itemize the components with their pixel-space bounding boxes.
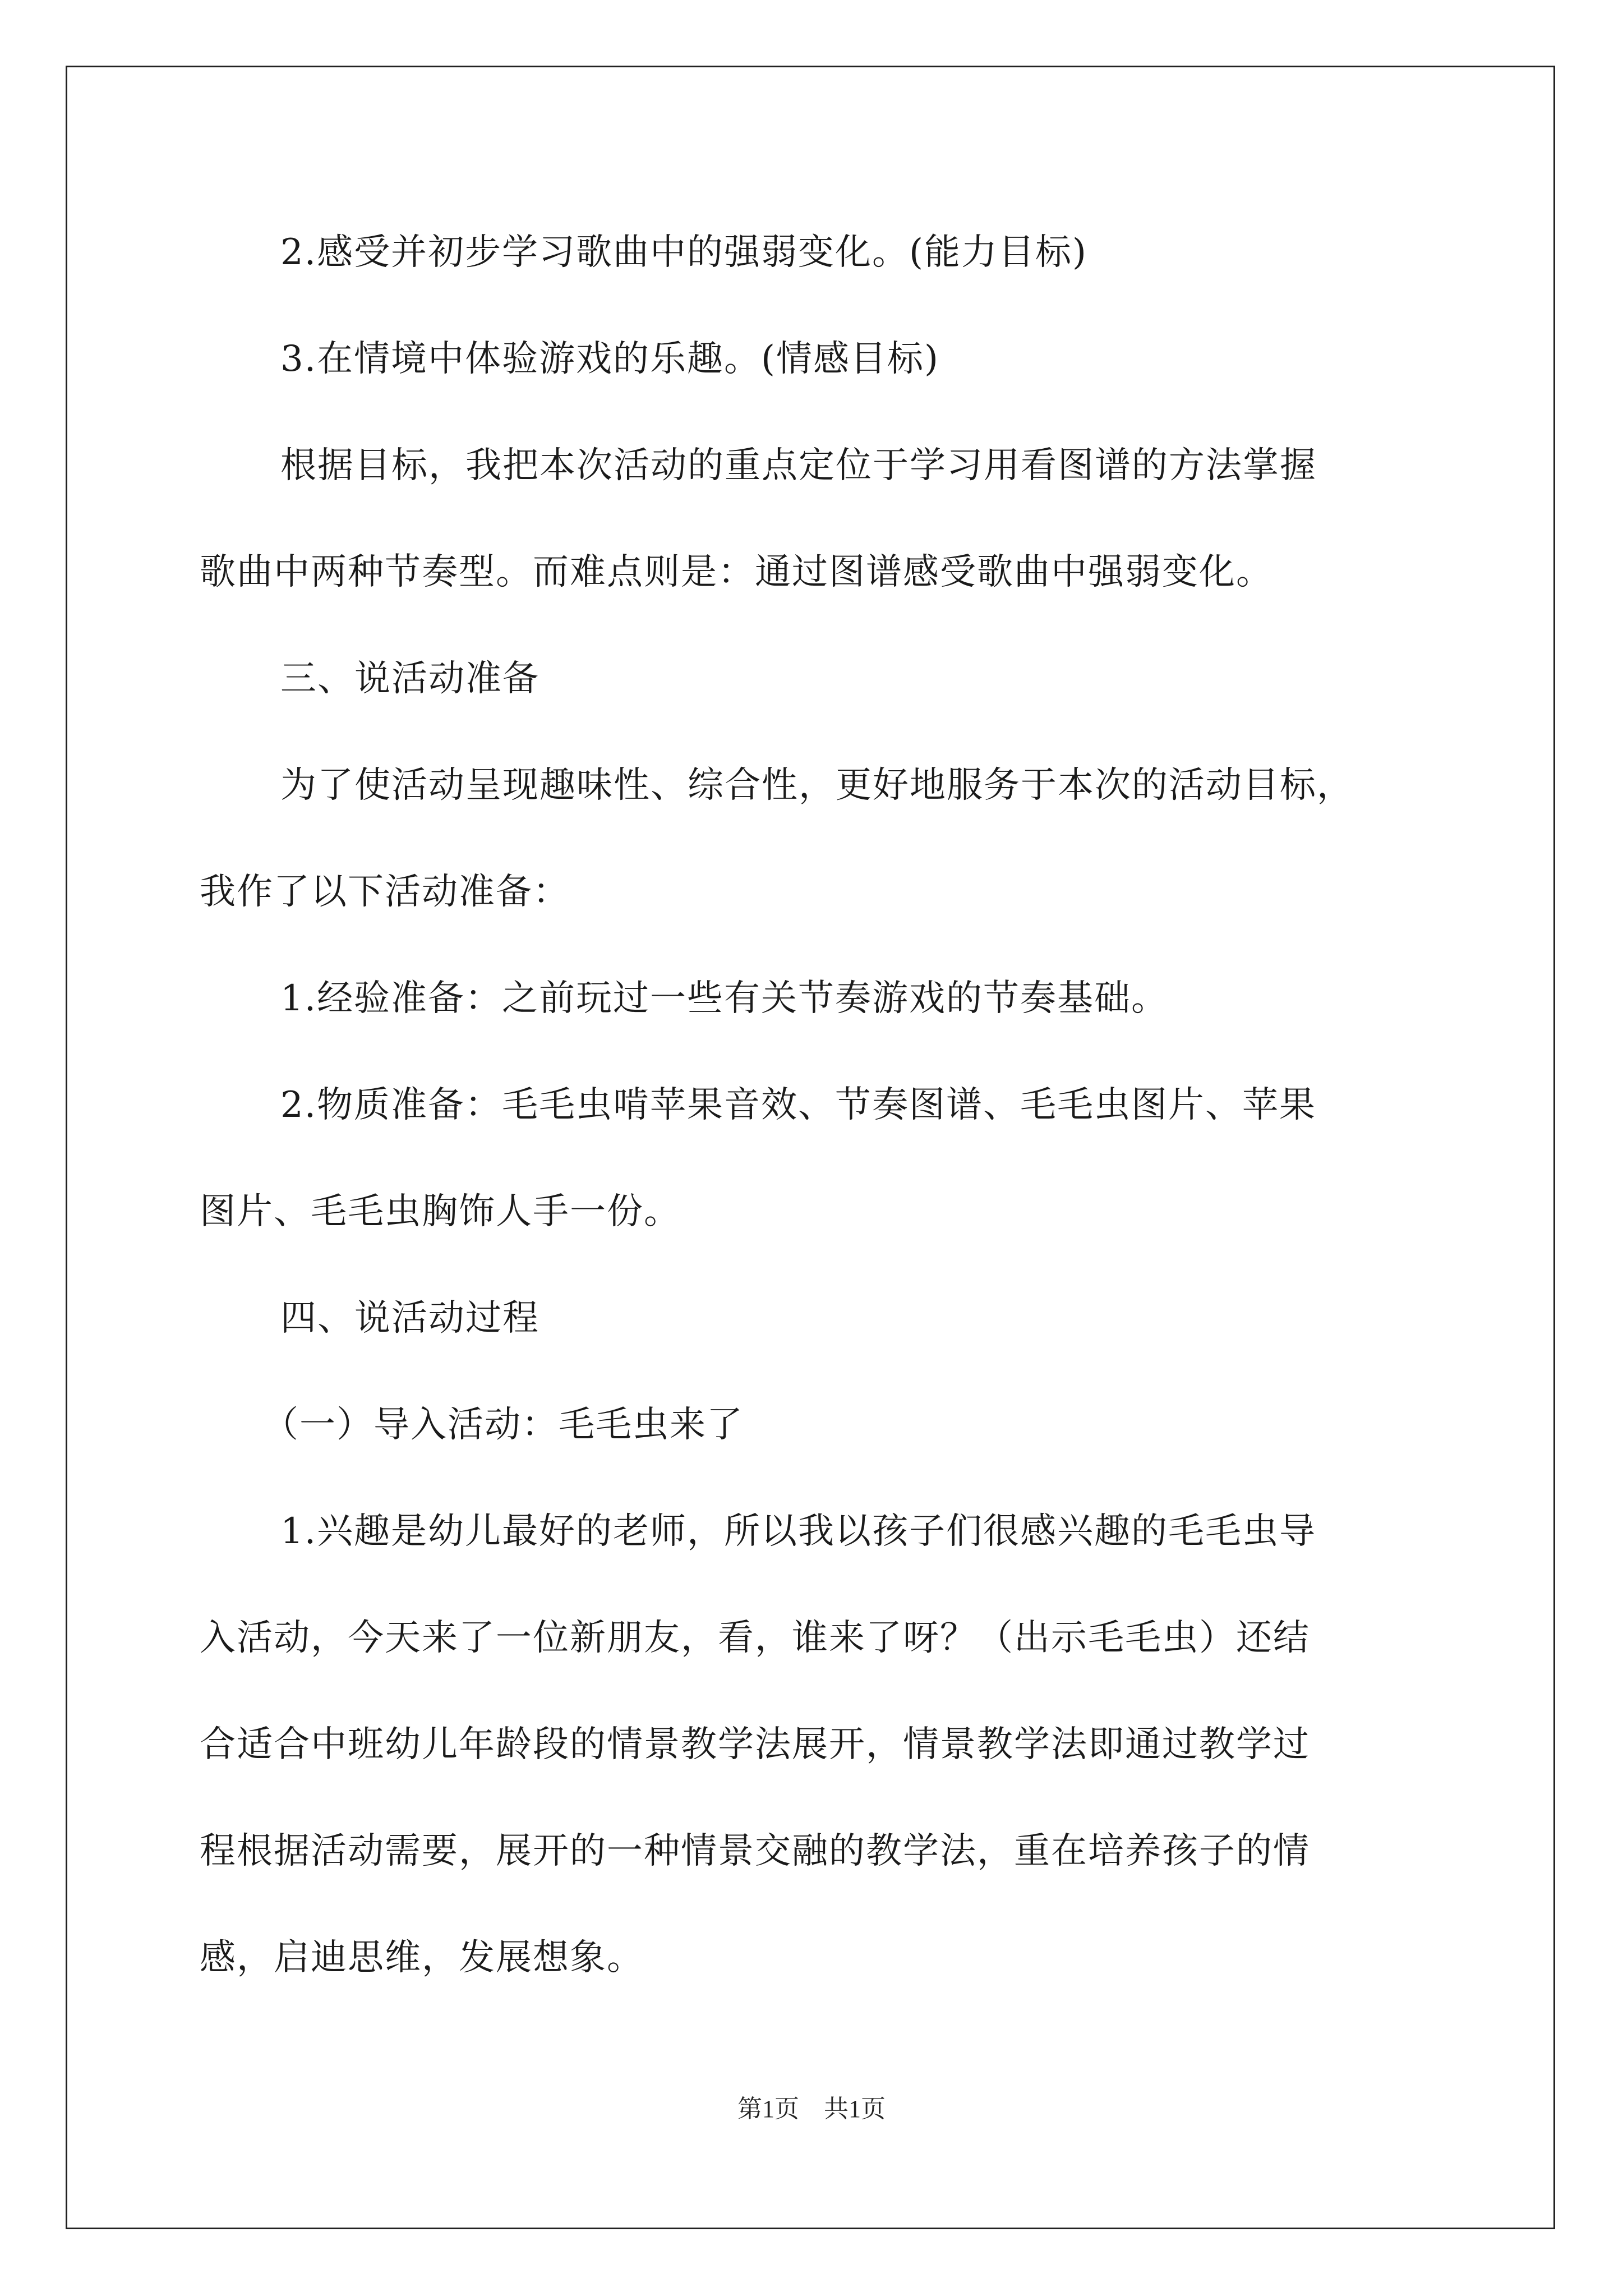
paragraph-line: 感，启迪思维，发展想象。 [200, 1937, 644, 1978]
subsection-heading: （一）导入活动：毛毛虫来了 [262, 1404, 744, 1446]
section-heading: 三、说活动准备 [280, 658, 540, 700]
page-border [66, 66, 1555, 2229]
paragraph-line: 我作了以下活动准备： [200, 871, 570, 913]
paragraph-line: 根据目标，我把本次活动的重点定位于学习用看图谱的方法掌握 [280, 445, 1317, 486]
page-footer: 第1页 共1页 [737, 2095, 886, 2123]
paragraph-line: 程根据活动需要，展开的一种情景交融的教学法，重在培养孩子的情 [200, 1830, 1310, 1872]
section-heading: 四、说活动过程 [280, 1297, 540, 1339]
paragraph-line: 入活动，今天来了一位新朋友，看，谁来了呀？（出示毛毛虫）还结 [200, 1617, 1310, 1659]
paragraph-line: 合适合中班幼儿年龄段的情景教学法展开，情景教学法即通过教学过 [200, 1724, 1310, 1765]
paragraph-line: 2.感受并初步学习歌曲中的强弱变化。(能力目标) [280, 232, 1087, 273]
paragraph-line: 2.物质准备：毛毛虫啃苹果音效、节奏图谱、毛毛虫图片、苹果 [280, 1084, 1317, 1126]
paragraph-line: 1.经验准备：之前玩过一些有关节奏游戏的节奏基础。 [280, 978, 1169, 1019]
paragraph-line: 图片、毛毛虫胸饰人手一份。 [200, 1191, 681, 1232]
paragraph-line: 3.在情境中体验游戏的乐趣。(情感目标) [280, 338, 939, 380]
paragraph-line: 歌曲中两种节奏型。而难点则是：通过图谱感受歌曲中强弱变化。 [200, 551, 1273, 593]
paragraph-line: 为了使活动呈现趣味性、综合性，更好地服务于本次的活动目标， [280, 765, 1354, 806]
paragraph-line: 1.兴趣是幼儿最好的老师，所以我以孩子们很感兴趣的毛毛虫导 [280, 1511, 1317, 1552]
